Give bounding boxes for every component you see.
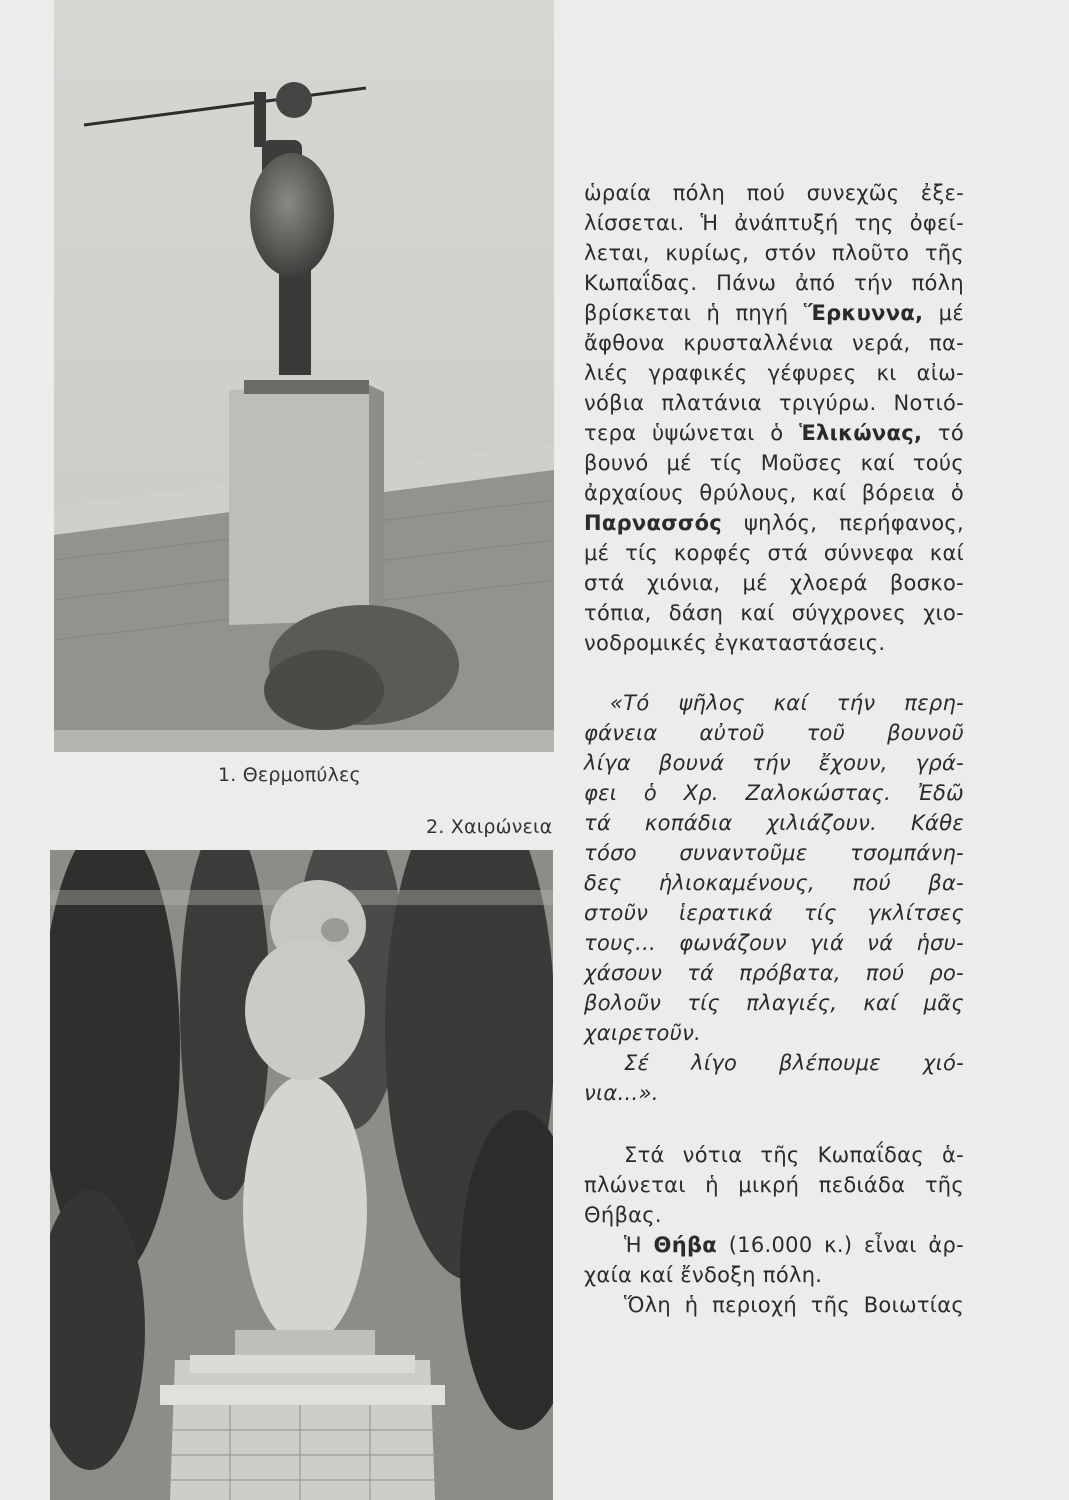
main-paragraph	[584, 178, 964, 658]
text-line: νοδρομικές ἐγκαταστάσεις.	[584, 631, 886, 655]
chaeronea-image	[50, 850, 553, 1500]
quote-line: χαιρετοῦν.	[584, 1021, 702, 1045]
quote-line: τους... φωνάζουν γιά νά ἡσυ-	[584, 931, 964, 955]
quote-line: δες ἡλιοκαμένους, πού βα-	[584, 871, 964, 895]
text-fragment: μέ	[923, 301, 964, 325]
text-fragment: (16.000 κ.) εἶναι ἀρ-	[717, 1233, 964, 1257]
text-line: Στά νότια τῆς Κωπαΐδας ἁ-	[624, 1143, 964, 1167]
photo-chaeronea	[50, 850, 553, 1500]
text-line: λίσσεται. Ἡ ἀνάπτυξή της ὀφεί-	[584, 211, 964, 235]
text-line	[584, 418, 964, 448]
text-line	[584, 1230, 964, 1260]
text-line	[584, 508, 964, 538]
quote-line: βολοῦν τίς πλαγιές, καί μᾶς	[584, 991, 964, 1015]
text-line: στά χιόνια, μέ χλοερά βοσκο-	[584, 571, 964, 595]
thermopylae-image	[54, 0, 554, 752]
quote-zalokostas	[584, 688, 964, 1108]
quote-line: «Τό ψῆλος καί τήν περη-	[610, 691, 964, 715]
text-line: λεται, κυρίως, στόν πλοῦτο τῆς	[584, 241, 964, 265]
text-fragment: τερα ὑψώνεται ὁ	[584, 421, 800, 445]
caption-thermopylae: 1. Θερμοπύλες	[218, 764, 361, 786]
text-line: μέ τίς κορφές στά σύννεφα καί	[584, 541, 964, 565]
text-line: τόπια, δάση καί σύγχρονες χιο-	[584, 601, 964, 625]
quote-line: τά κοπάδια χιλιάζουν. Κάθε	[584, 811, 964, 835]
text-line: ὡραία πόλη πού συνεχῶς ἐξε-	[584, 181, 964, 205]
quote-line: χάσουν τά πρόβατα, πού ρο-	[584, 961, 964, 985]
text-line: ἄφθονα κρυσταλλένια νερά, πα-	[584, 331, 964, 355]
text-line: Ὅλη ἡ περιοχή τῆς Βοιωτίας	[624, 1293, 964, 1317]
quote-line: στοῦν ἱερατικά τίς γκλίτσες	[584, 901, 964, 925]
text-fragment: τό	[922, 421, 964, 445]
text-line: ἀρχαίους θρύλους, καί βόρεια ὁ	[584, 481, 964, 505]
text-line: Κωπαΐδας. Πάνω ἀπό τήν πόλη	[584, 271, 964, 295]
text-fragment: ψηλός, περήφανος,	[722, 511, 964, 535]
place-name-erkynna: Ἕρκυννα,	[803, 301, 924, 325]
text-fragment: Ἡ	[624, 1233, 654, 1257]
text-line: χαία καί ἔνδοξη πόλη.	[584, 1263, 823, 1287]
text-line: νόβια πλατάνια τριγύρω. Νοτιό-	[584, 391, 964, 415]
text-line	[584, 298, 964, 328]
quote-line: φει ὁ Χρ. Ζαλοκώστας. Ἐδῶ	[584, 781, 964, 805]
text-fragment: βρίσκεται ἡ πηγή	[584, 301, 804, 325]
quote-line: τόσο συναντοῦμε τσομπάνη-	[584, 841, 964, 865]
quote-line: νια...».	[584, 1081, 659, 1105]
photo-thermopylae	[54, 0, 554, 752]
caption-chaeronea: 2. Χαιρώνεια	[426, 816, 553, 838]
quote-line: φάνεια αὐτοῦ τοῦ βουνοῦ	[584, 721, 964, 745]
place-name-helicon: Ἑλικώνας,	[799, 421, 923, 445]
place-name-parnassos: Παρνασσός	[584, 511, 723, 535]
outro-paragraph	[584, 1140, 964, 1320]
place-name-thebes: Θήβα	[653, 1233, 718, 1257]
text-line: πλώνεται ἡ μικρή πεδιάδα τῆς	[584, 1173, 964, 1197]
quote-line: Σέ λίγο βλέπουμε χιό-	[624, 1051, 964, 1075]
quote-line: λίγα βουνά τήν ἔχουν, γρά-	[584, 751, 964, 775]
text-line: Θήβας.	[584, 1203, 662, 1227]
text-line: λιές γραφικές γέφυρες κι αἰω-	[584, 361, 964, 385]
text-line: βουνό μέ τίς Μοῦσες καί τούς	[584, 451, 964, 475]
